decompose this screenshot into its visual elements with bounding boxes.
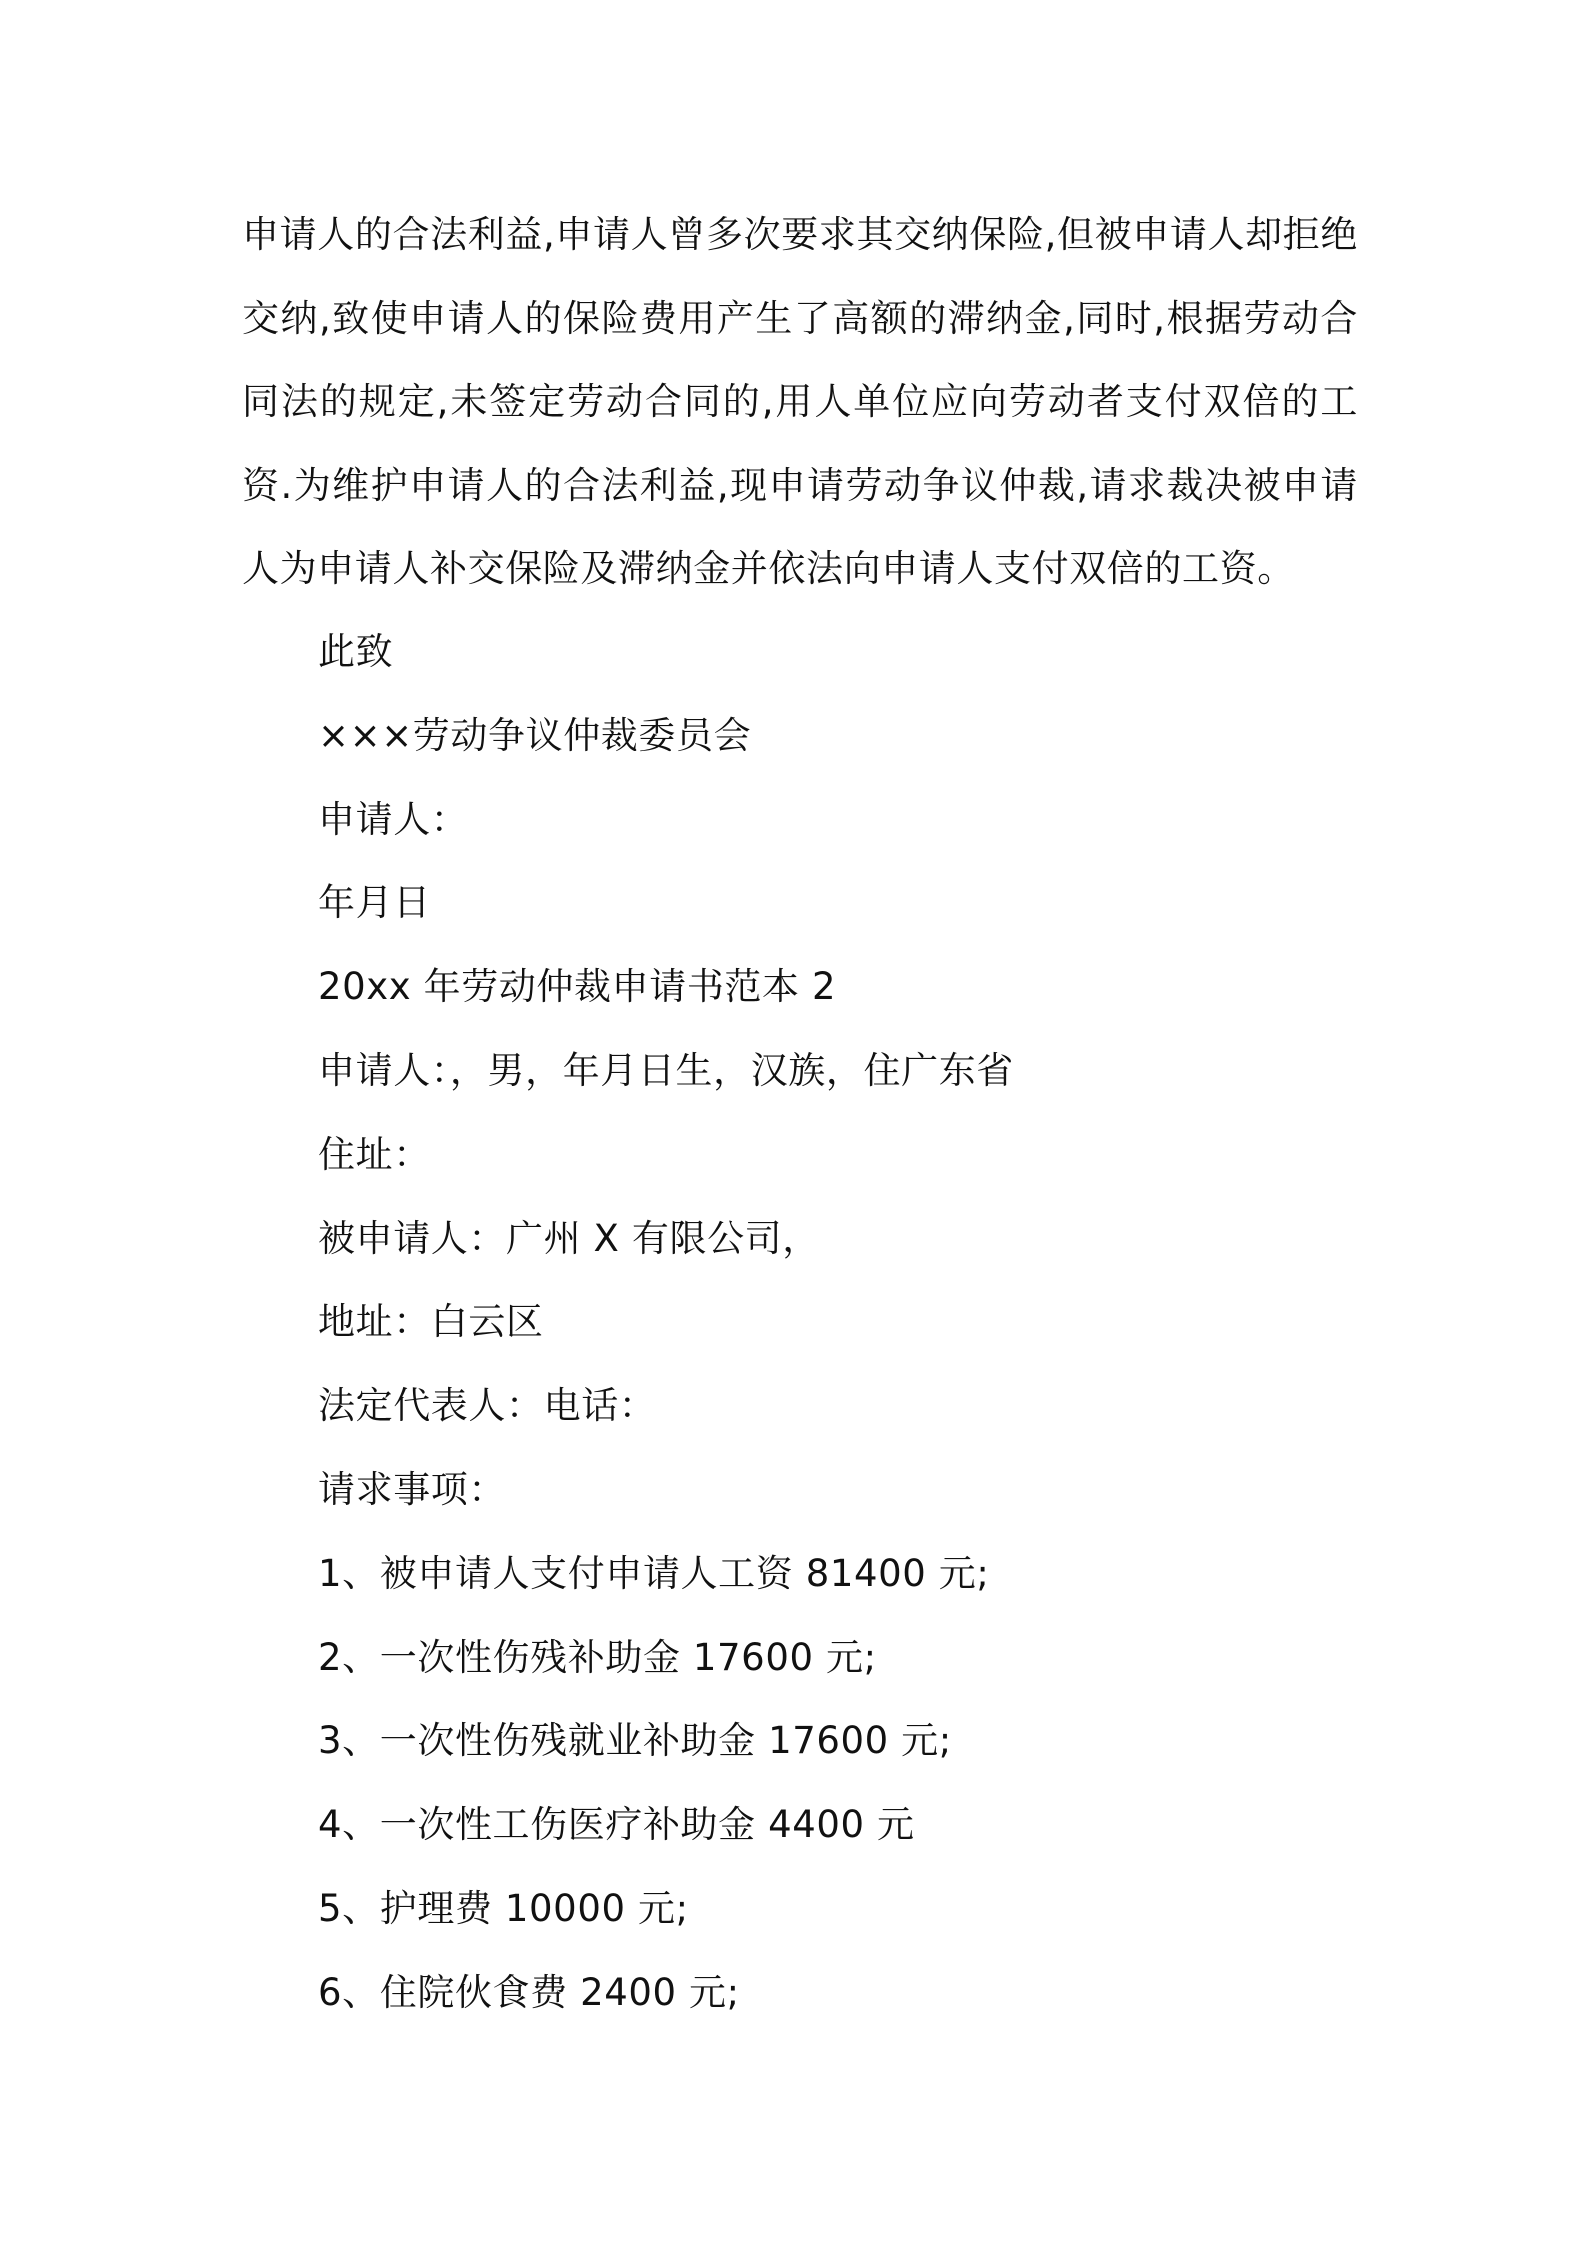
date-line: 年月日	[318, 881, 431, 925]
claim-item: 6、住院伙食费 2400 元;	[318, 1970, 740, 2014]
claims-heading: 请求事项：	[318, 1467, 506, 1511]
legal-representative: 法定代表人：电话：	[318, 1384, 657, 1428]
respondent-address: 地址：白云区	[318, 1300, 544, 1344]
body-paragraph: 申请人的合法利益,申请人曾多次要求其交纳保险,但被申请人却拒绝交纳,致使申请人的保险费用产生了高额的滞纳金,同时,根据劳动合同法的规定,未签定劳动合同的,用人单位应向劳动者支付双倍的工资.为维护申请人的合法利益,现申请劳动争议仲裁,请求裁决被申请人为申请人补交保险及滞纳金并依法向申请人支付双倍的工资。	[242, 213, 1358, 590]
applicant-signature-line: 申请人：	[318, 797, 469, 841]
claim-item: 3、一次性伤残就业补助金 17600 元;	[318, 1719, 952, 1763]
claim-item: 4、一次性工伤医疗补助金 4400 元	[318, 1803, 915, 1847]
recipient-committee: ×××劳动争议仲裁委员会	[318, 713, 752, 757]
respondent-name: 被申请人：广州 X 有限公司，	[318, 1216, 820, 1260]
claim-item: 1、被申请人支付申请人工资 81400 元;	[318, 1551, 990, 1595]
applicant-address: 住址：	[318, 1132, 431, 1176]
document-lines	[318, 610, 1418, 2035]
section-title: 20xx 年劳动仲裁申请书范本 2	[318, 965, 837, 1009]
closing-salutation: 此致	[318, 630, 394, 673]
applicant-info: 申请人：，男，年月日生，汉族，住广东省	[318, 1048, 1014, 1092]
claim-item: 2、一次性伤残补助金 17600 元;	[318, 1635, 877, 1679]
claim-item: 5、护理费 10000 元;	[318, 1886, 689, 1930]
